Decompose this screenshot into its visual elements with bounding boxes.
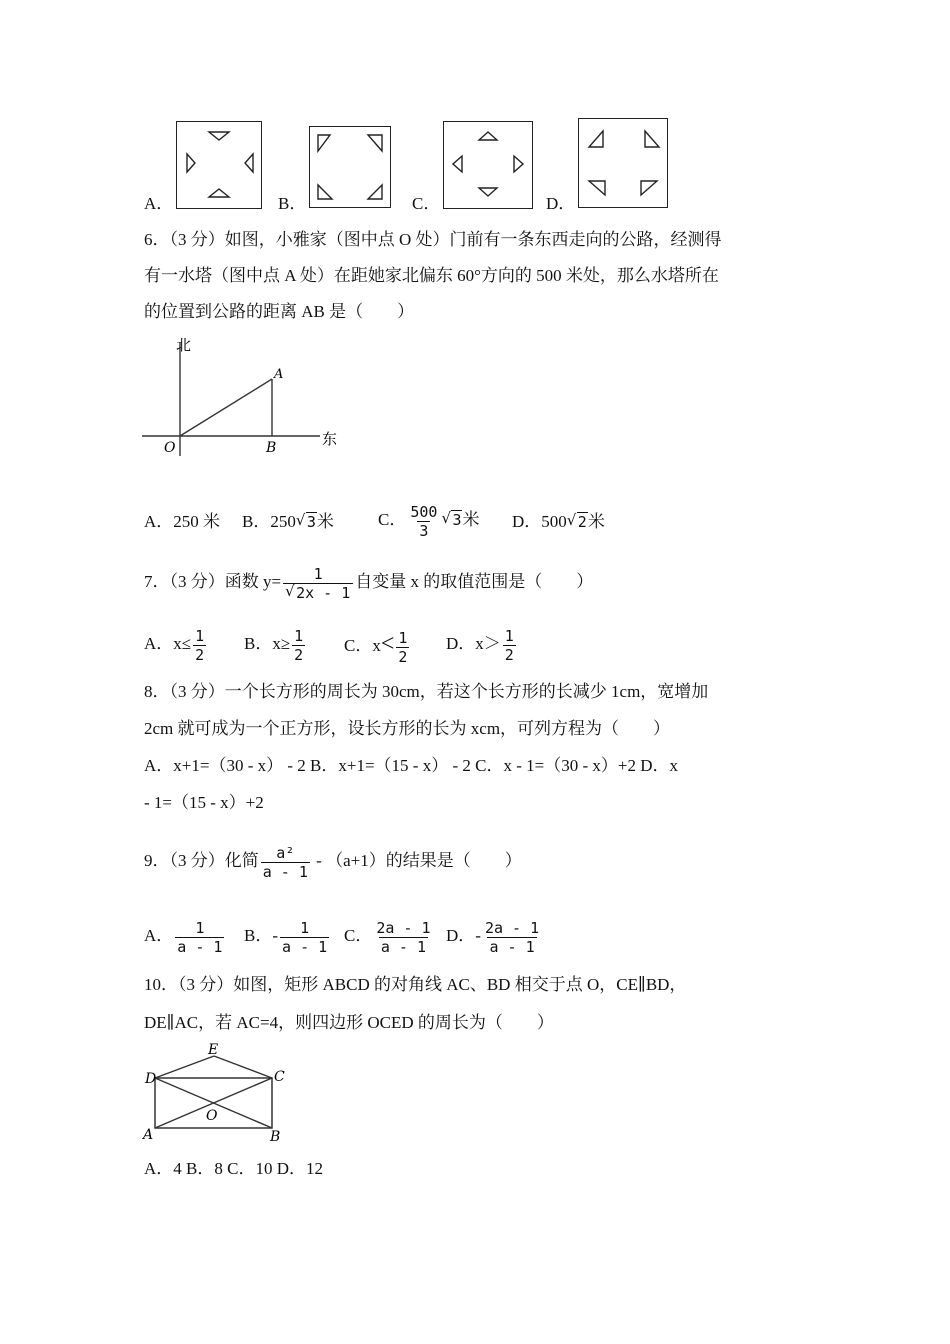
- q7-option-c[interactable]: C．x< $\frac{1}{2}$: [344, 628, 408, 666]
- q9-option-b[interactable]: B．- $\frac{1}{a - 1}$: [244, 918, 328, 956]
- q10-figure-O: O: [206, 1108, 218, 1124]
- q10-figure: [140, 1040, 300, 1150]
- q9-option-c[interactable]: C． $\frac{2a - 1}{a - 1}$: [344, 918, 431, 956]
- q6-option-c-prefix: C．: [378, 510, 407, 529]
- q9-suffix: - （a+1）的结果是（ ）: [311, 851, 522, 870]
- q6-option-c-unit: 米: [462, 510, 480, 529]
- q5-option-a-figure[interactable]: [176, 121, 262, 209]
- q5-option-d-figure[interactable]: [578, 118, 668, 208]
- q6-option-c[interactable]: [378, 500, 479, 540]
- q8-line1: 8．（3 分）一个长方形的周长为 30cm，若这个长方形的长减少 1cm，宽增加: [144, 682, 709, 701]
- q5-option-c-figure[interactable]: [443, 121, 533, 209]
- q10-line2: DE∥AC，若 AC=4，则四边形 OCED 的周长为（ ）: [144, 1013, 554, 1032]
- q6-line2: 有一水塔（图中点 A 处）在距她家北偏东 60°方向的 500 米处，那么水塔所在: [144, 266, 719, 285]
- q7-prefix: 7．（3 分）函数 y=: [144, 572, 282, 591]
- square-with-corner-right-triangles-icon: [310, 127, 390, 207]
- q6-option-c-sqrt: √ 3: [441, 500, 462, 540]
- q6-option-b-prefix: B．250: [242, 512, 296, 531]
- q10-figure-A: A: [143, 1127, 154, 1143]
- q5-option-b-label[interactable]: B．: [278, 194, 307, 213]
- q6-option-d[interactable]: [512, 510, 605, 534]
- q10-figure-B: B: [270, 1129, 281, 1145]
- q10-options[interactable]: A．4 B．8 C．10 D．12: [144, 1159, 323, 1178]
- q6-line3: 的位置到公路的距离 AB 是（ ）: [144, 302, 415, 321]
- q6-option-b-sqrt: √ 3: [296, 510, 317, 534]
- q6-figure-east: 东: [322, 430, 338, 448]
- q9-prefix: 9．（3 分）化简: [144, 851, 259, 870]
- q6-option-d-sqrt: √ 2: [567, 510, 588, 534]
- q5-option-d-label[interactable]: D．: [546, 194, 576, 213]
- q6-option-d-prefix: D．500: [512, 512, 567, 531]
- q9-stem: [144, 838, 522, 884]
- square-with-corner-triangles-icon: [579, 119, 667, 207]
- q6-option-d-unit: 米: [587, 512, 605, 531]
- q9-option-d[interactable]: D．- $\frac{2a - 1}{a - 1}$: [446, 918, 540, 956]
- q10-figure-E: E: [208, 1042, 219, 1058]
- square-with-inward-triangles-icon: [177, 122, 261, 208]
- q6-option-a[interactable]: A．250 米: [144, 512, 221, 531]
- q8-options-line2[interactable]: - 1=（15 - x）+2: [144, 793, 264, 812]
- q6-figure-B: B: [266, 440, 277, 456]
- q5-option-b-figure[interactable]: [309, 126, 391, 208]
- q7-option-d[interactable]: D．x＞ $\frac{1}{2}$: [446, 626, 514, 664]
- q6-figure: [140, 334, 360, 464]
- q7-option-b[interactable]: B．x≥ $\frac{1}{2}$: [244, 626, 304, 664]
- q7-option-a[interactable]: A．x≤ $\frac{1}{2}$: [144, 626, 205, 664]
- q6-option-c-fraction: $\frac{500}{3}$: [410, 502, 438, 540]
- q7-stem: [144, 560, 593, 604]
- q7-suffix: 自变量 x 的取值范围是（ ）: [355, 572, 594, 591]
- q10-figure-C: C: [274, 1069, 285, 1085]
- q9-fraction: $\frac{\text{a²}}{a - 1}$: [262, 843, 308, 881]
- q5-option-a-label[interactable]: A．: [144, 194, 174, 213]
- q5-option-c-label[interactable]: C．: [412, 194, 441, 213]
- q10-line1: 10．（3 分）如图，矩形 ABCD 的对角线 AC、BD 相交于点 O，CE∥BD，: [144, 975, 687, 994]
- q6-figure-O: O: [164, 440, 176, 456]
- q8-line2: 2cm 就可成为一个正方形，设长方形的长为 xcm，可列方程为（ ）: [144, 719, 671, 738]
- q8-options-line1[interactable]: A．x+1=（30 - x） - 2 B．x+1=（15 - x） - 2 C．x - 1=（30 - x）+2 D．x: [144, 756, 678, 775]
- q6-figure-A: A: [274, 367, 284, 382]
- q9-option-a[interactable]: A． $\frac{1}{a - 1}$: [144, 918, 223, 956]
- q6-figure-north: 北: [176, 336, 192, 354]
- q7-fraction: 1 √ 2x - 1: [283, 565, 353, 602]
- q10-figure-D: D: [145, 1071, 157, 1087]
- square-with-outward-triangles-icon: [444, 122, 532, 208]
- q6-option-b-unit: 米: [316, 512, 334, 531]
- q6-option-b[interactable]: [242, 510, 334, 534]
- q6-line1: 6．（3 分）如图，小雅家（图中点 O 处）门前有一条东西走向的公路，经测得: [144, 230, 722, 249]
